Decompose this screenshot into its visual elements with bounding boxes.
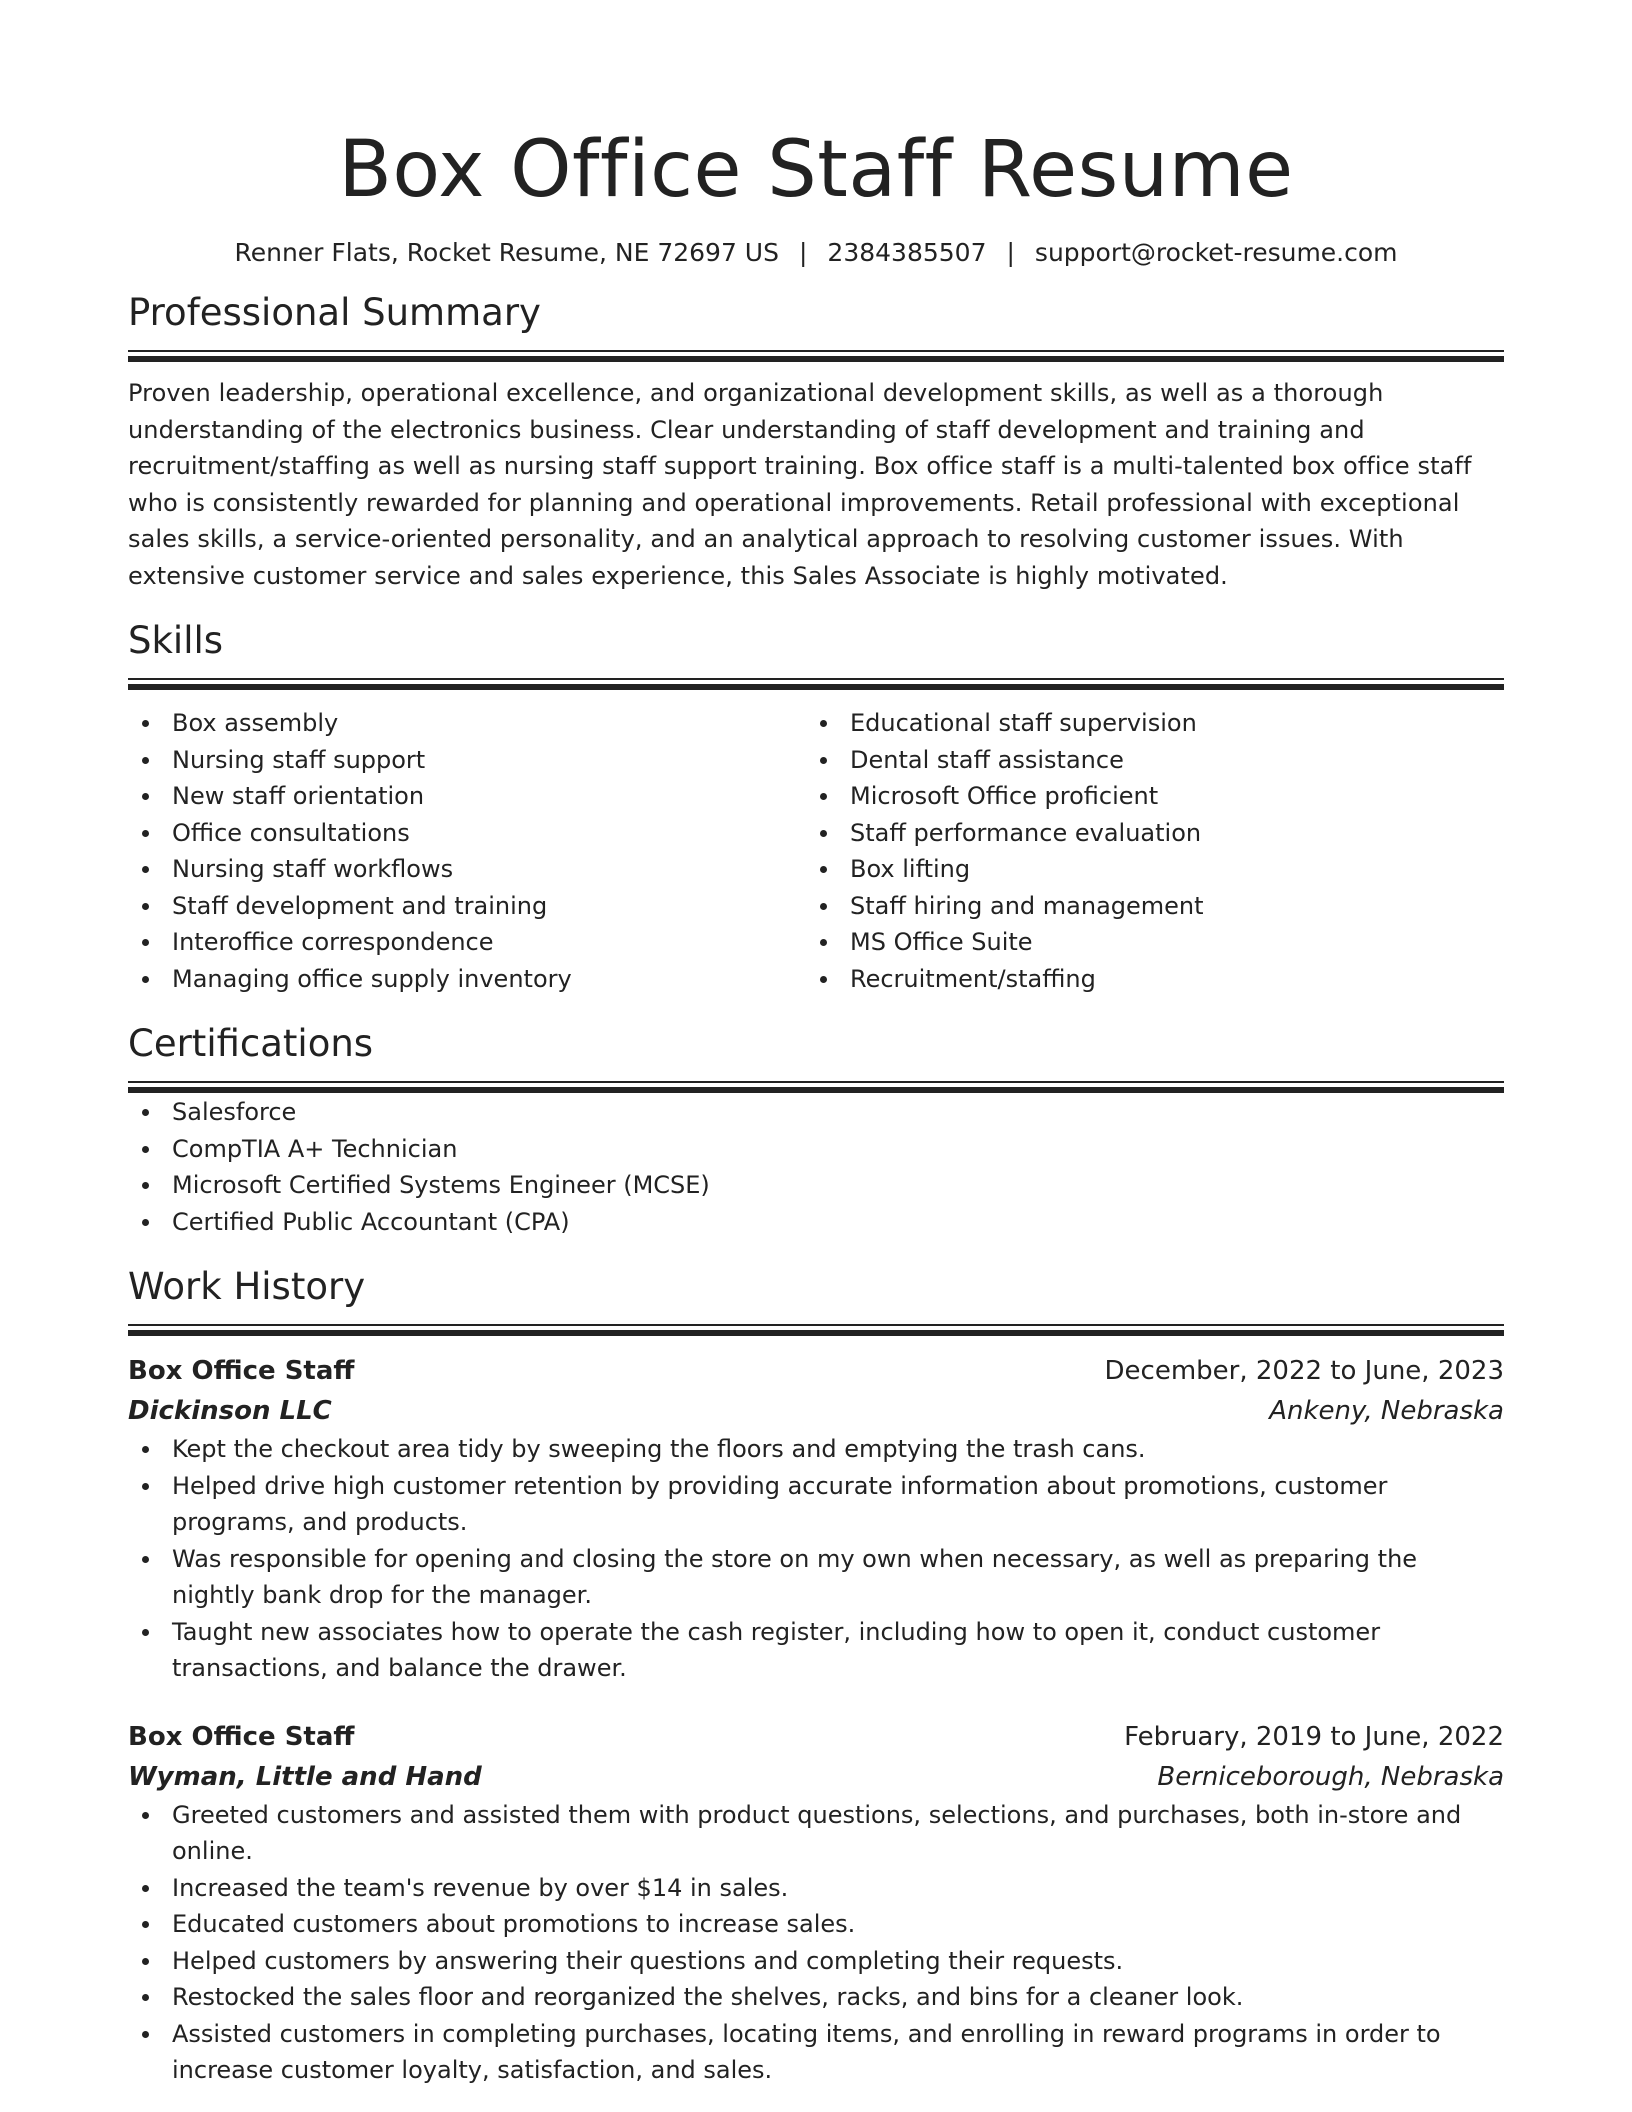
bullet-icon [820,866,827,873]
skill-item [806,815,1484,852]
certification-text: Salesforce [172,1098,297,1126]
skill-item [806,961,1484,998]
skills-grid [128,705,1504,997]
skill-text: Office consultations [172,818,410,847]
skills-section [128,618,1504,997]
job-entry [128,1351,1504,1687]
skill-item [128,705,806,742]
bullet-icon [820,720,827,727]
bullet-icon [820,757,827,764]
skill-text: Recruitment/staffing [850,964,1096,993]
skill-text: New staff orientation [172,782,425,810]
contact-address: Renner Flats, Rocket Resume, NE 72697 US [234,238,779,267]
job-duty [128,1468,1504,1541]
job-company-row [128,1757,1504,1797]
bullet-icon [820,939,827,946]
skill-text: Nursing staff support [172,745,426,774]
bullet-icon [142,1994,149,2001]
contact-line [128,236,1504,270]
job-duty-text: Assisted customers in completing purchases, locating items, and enrolling in reward programs in order to increase customer loyalty, satisfaction, and sales. [172,2019,1441,2084]
bullet-icon [142,866,149,873]
job-duty-text: Taught new associates how to operate the cash register, including how to open it, conduct customer transactions, and balance the drawer. [172,1617,1381,1682]
skills-heading: Skills [128,619,224,662]
skill-text: Dental staff assistance [850,745,1124,774]
bullet-icon [142,903,149,910]
bullet-icon [142,1483,149,1490]
job-title-row [128,1717,1504,1757]
resume-title: Box Office Staff Resume [338,125,1294,215]
summary-text: Proven leadership, operational excellence, and organizational development skills, as well as a thorough understanding of the electronics business. Clear understanding of staff development and training and recruitment/staffing as well as nursing staff support training. Box office staff is a multi-talented box office staff who is consistently rewarded for planning and operational improvements. Retail professional with exceptional sales skills, a service-oriented personality, and an analytical approach to resolving customer issues. With extensive customer service and sales experience, this Sales Associate is highly motivated. [128,379,1472,590]
section-divider [128,1324,1504,1337]
job-entry [128,1717,1504,2089]
bullet-icon [820,976,827,983]
certifications-section [128,1021,1504,1240]
skills-list-left [128,705,806,997]
skill-text: Educational staff supervision [850,709,1197,737]
certification-item [128,1131,1504,1168]
skill-item [128,742,806,779]
job-duty [128,1979,1504,2016]
bullet-icon [820,903,827,910]
certification-text: Certified Public Accountant (CPA) [172,1207,570,1236]
contact-email: support@rocket-resume.com [1034,238,1398,267]
job-duty-text: Restocked the sales floor and reorganized the shelves, racks, and bins for a cleaner look. [172,1983,1244,2011]
job-dates: February, 2019 to June, 2022 [1124,1721,1504,1752]
skill-text: Staff performance evaluation [850,818,1202,847]
bullet-icon [142,1556,149,1563]
skill-item [128,888,806,925]
work-history-heading: Work History [128,1265,366,1308]
contact-separator: | [1006,238,1015,267]
job-title: Box Office Staff [128,1721,355,1752]
skill-item [128,961,806,998]
job-duty-text: Kept the checkout area tidy by sweeping the floors and emptying the trash cans. [172,1435,1146,1463]
job-location: Berniceborough, Nebraska [1157,1761,1504,1792]
skill-text: Box assembly [172,709,339,737]
skill-item [128,815,806,852]
bullet-icon [142,1629,149,1636]
skills-list-right [806,705,1484,997]
job-company: Dickinson LLC [128,1396,332,1426]
certification-item [128,1094,1504,1131]
job-title: Box Office Staff [128,1356,355,1386]
skill-item [806,778,1484,815]
skill-text: Managing office supply inventory [172,964,572,993]
job-duty [128,1541,1504,1614]
bullet-icon [142,976,149,983]
certifications-heading: Certifications [128,1022,374,1065]
skill-text: Staff development and training [172,891,548,920]
skill-text: Nursing staff workflows [172,855,454,883]
certification-text: CompTIA A+ Technician [172,1134,458,1163]
job-dates: December, 2022 to June, 2023 [1104,1356,1504,1386]
section-divider [128,1081,1504,1094]
job-company: Wyman, Little and Hand [128,1761,482,1792]
job-duty [128,1614,1504,1687]
job-duty [128,1870,1504,1907]
section-divider [128,350,1504,363]
job-duties-list [128,1431,1504,1687]
bullet-icon [142,1182,149,1189]
certification-item [128,1204,1504,1241]
summary-heading: Professional Summary [128,291,541,334]
bullet-icon [142,939,149,946]
bullet-icon [142,1885,149,1892]
contact-separator: | [798,238,808,267]
bullet-icon [142,1958,149,1965]
certifications-list [128,1094,1504,1240]
contact-phone: 2384385507 [827,238,987,267]
bullet-icon [142,1219,149,1226]
bullet-icon [142,830,149,837]
job-duty-text: Greeted customers and assisted them with product questions, selections, and purchases, both in-store and online. [172,1800,1462,1865]
job-duty [128,1943,1504,1980]
bullet-icon [142,2031,149,2038]
skill-item [806,888,1484,925]
skill-item [806,705,1484,742]
skill-item [128,851,806,888]
job-duties-list [128,1797,1504,2089]
skill-item [128,924,806,961]
skill-item [128,778,806,815]
bullet-icon [142,1812,149,1819]
skill-text: Box lifting [850,855,971,883]
bullet-icon [142,757,149,764]
job-duty-text: Increased the team's revenue by over $14 in sales. [172,1873,789,1902]
certification-item [128,1167,1504,1204]
skill-text: Microsoft Office proficient [850,782,1159,810]
skill-item [806,742,1484,779]
skill-text: Interoffice correspondence [172,928,494,956]
certification-text: Microsoft Certified Systems Engineer (MCSE) [172,1171,710,1199]
bullet-icon [142,1921,149,1928]
resume-page [128,0,1504,2089]
skill-item [806,924,1484,961]
bullet-icon [820,793,827,800]
work-history-section [128,1264,1504,2089]
job-duty [128,2016,1504,2089]
bullet-icon [142,1146,149,1153]
bullet-icon [142,793,149,800]
job-title-row [128,1351,1504,1391]
bullet-icon [142,1109,149,1116]
job-duty-text: Educated customers about promotions to increase sales. [172,1910,856,1938]
skill-text: Staff hiring and management [850,891,1204,920]
job-company-row [128,1391,1504,1431]
bullet-icon [820,830,827,837]
summary-section [128,290,1504,594]
job-duty-text: Was responsible for opening and closing the store on my own when necessary, as well as preparing the nightly bank drop for the manager. [172,1544,1418,1609]
skill-item [806,851,1484,888]
job-duty-text: Helped customers by answering their questions and completing their requests. [172,1946,1124,1975]
bullet-icon [142,1446,149,1453]
bullet-icon [142,720,149,727]
job-location: Ankeny, Nebraska [1269,1396,1504,1426]
job-duty [128,1797,1504,1870]
section-divider [128,678,1504,691]
job-duty [128,1906,1504,1943]
job-duty-text: Helped drive high customer retention by providing accurate information about promotions, customer programs, and products. [172,1471,1388,1536]
job-duty [128,1431,1504,1468]
skill-text: MS Office Suite [850,928,1033,956]
